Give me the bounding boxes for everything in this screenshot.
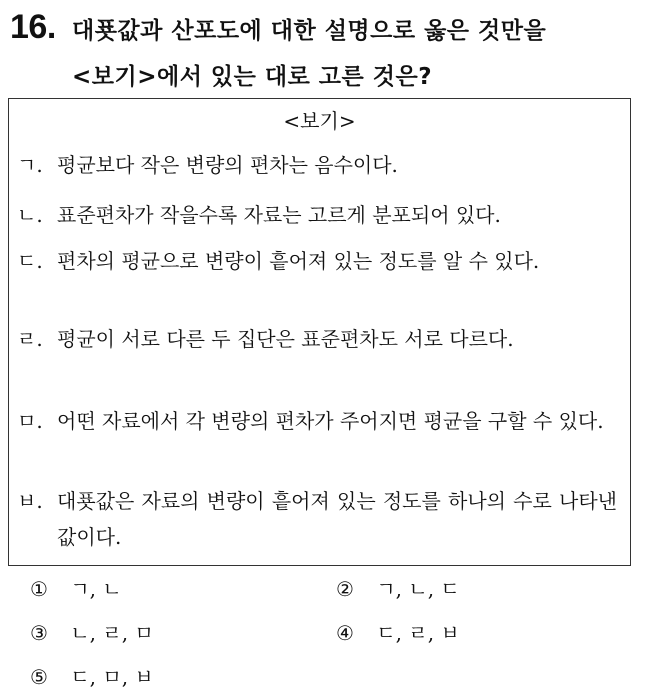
choice-number: ① — [30, 577, 48, 601]
bogi-item-text: 평균이 서로 다른 두 집단은 표준편차도 서로 다르다. — [57, 327, 514, 351]
bogi-item-marker: ㄹ. — [17, 327, 43, 351]
question-text-line2: <보기>에서 있는 대로 고른 것은? — [72, 64, 433, 90]
bogi-item-nieun — [17, 197, 617, 233]
bogi-item-text: 대푯값은 자료의 변량이 흩어져 있는 정도를 하나의 수로 나타낸 값이다. — [57, 489, 617, 549]
bogi-box — [8, 98, 631, 566]
choice-text: ㄴ, ㄹ, ㅁ — [70, 621, 154, 645]
bogi-item-text: 평균보다 작은 변량의 편차는 음수이다. — [57, 153, 398, 177]
choice-1[interactable] — [30, 573, 122, 602]
choice-text: ㄷ, ㅁ, ㅂ — [70, 665, 154, 689]
choice-2[interactable] — [336, 573, 460, 602]
question-stem — [10, 8, 660, 91]
choice-number: ④ — [336, 621, 354, 645]
bogi-item-marker: ㄷ. — [17, 249, 43, 273]
choice-text: ㄷ, ㄹ, ㅂ — [376, 621, 460, 645]
bogi-item-marker: ㄴ. — [17, 203, 43, 227]
bogi-item-bieup — [17, 483, 617, 555]
question-text-line1: 대푯값과 산포도에 대한 설명으로 옳은 것만을 — [72, 18, 547, 44]
bogi-item-marker: ㅁ. — [17, 409, 43, 433]
bogi-item-giyeok — [17, 147, 617, 183]
choice-number: ② — [336, 577, 354, 601]
choice-text: ㄱ, ㄴ, ㄷ — [376, 577, 460, 601]
choice-text: ㄱ, ㄴ — [70, 577, 122, 601]
choice-number: ⑤ — [30, 665, 48, 689]
bogi-item-marker: ㅂ. — [17, 489, 43, 513]
bogi-item-digeut — [17, 243, 617, 279]
bogi-item-rieul — [17, 321, 617, 357]
bogi-item-text: 어떤 자료에서 각 변량의 편차가 주어지면 평균을 구할 수 있다. — [57, 409, 604, 433]
bogi-title: <보기> — [283, 109, 356, 133]
choice-number: ③ — [30, 621, 48, 645]
choice-4[interactable] — [336, 617, 460, 646]
bogi-item-marker: ㄱ. — [17, 153, 43, 177]
question-first-line — [10, 8, 660, 52]
bogi-item-mieum — [17, 403, 617, 439]
bogi-item-text: 표준편차가 작을수록 자료는 고르게 분포되어 있다. — [57, 203, 501, 227]
question-number: 16. — [10, 8, 56, 46]
choice-5[interactable] — [30, 661, 154, 690]
choice-3[interactable] — [30, 617, 154, 646]
bogi-item-text: 편차의 평균으로 변량이 흩어져 있는 정도를 알 수 있다. — [57, 249, 540, 273]
